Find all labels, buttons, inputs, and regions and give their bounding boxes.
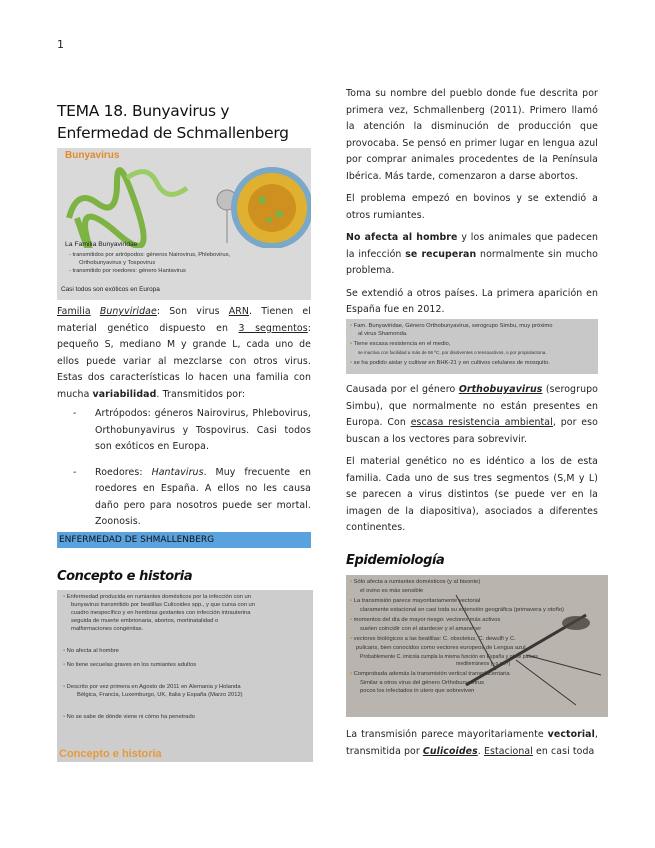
text-span: Orthobuyavirus xyxy=(458,384,543,395)
text-span: Comprobada además la transmisión vertical transplacentaria xyxy=(353,671,510,677)
text-span: , por eso buscan a los vectores para sobrevivir. xyxy=(346,417,598,445)
slide-line: claramente estacional en casi toda su extensión geográfica (primavera y otoño) xyxy=(360,607,564,613)
text-span: . Tienen el material genético dispuesto en xyxy=(57,306,311,334)
text-span: No tiene secuelas graves en los rumiantes adultos xyxy=(66,662,197,668)
text-span: se ha podido aislar y cultivar en BHK-21 y en cultivos celulares de mosquito. xyxy=(353,360,550,366)
slide-line: Similar a otros virus del género Orthobunyavirus xyxy=(360,680,485,686)
slide-line: ▪ Tiene escasa resistencia en el medio, xyxy=(350,341,451,347)
epidemiologia-slide xyxy=(346,575,608,717)
text-span: escasa resistencia ambiental xyxy=(410,417,553,428)
slide-line: ▪ No se sabe de dónde viene ni cómo ha penetrado xyxy=(63,714,195,720)
section-heading: Epidemiología xyxy=(346,553,445,568)
slide-family: La Familia Bunyaviridae xyxy=(65,241,138,248)
text-span: No se sabe de dónde viene ni cómo ha penetrado xyxy=(66,714,195,720)
text-span: No afecta al hombre xyxy=(346,232,458,243)
rna-strand-icon-2 xyxy=(127,172,187,195)
text-span: vectores biológicos a las beatillas: C. obsoletus, C. dewulfi y C. xyxy=(353,636,516,642)
slide-line: ▪ vectores biológicos a las beatillas: C. obsoletus, C. dewulfi y C. xyxy=(350,636,516,642)
list-item xyxy=(73,465,311,531)
text-span: Roedores: xyxy=(95,466,143,478)
slide-line: - transmitidos por artrópodos: géneros Nairovirus, Phlebovirus, xyxy=(69,252,231,258)
text-span: : pequeño S, mediano M y grande L, cada uno de ellos puede variar al mezclarse con otros virus. Estas dos características lo hacen una familia con mucha xyxy=(57,322,311,400)
paragraph: El material genético no es idéntico a los de esta familia. Cada uno de sus tres segmentos (S,M y L) se parecen a virus distintos (se puede ver en la imagen de la diapositiva), asociados a diferentes continentes. xyxy=(346,456,598,533)
bunyavirus-slide xyxy=(57,148,311,300)
paragraph xyxy=(346,230,598,280)
slide-line: ▪ La transmisión parece mayoritariamente vectorial xyxy=(350,598,481,604)
virus-info-slide xyxy=(346,319,598,374)
slide-line: Orthobunyavirus y Tospovirus xyxy=(79,260,156,266)
text-span: Causada por el género xyxy=(346,384,459,395)
text-span: Fam. Bunyaviridae, Género Orthobunyavirus, serogrupo Simbu, muy próximo xyxy=(353,323,553,329)
text-span: Bunyviridae xyxy=(99,306,157,317)
text-span: en casi toda xyxy=(532,745,595,757)
slide-line: ▪ Enfermedad producida en rumiantes domésticos por la infección con un xyxy=(63,594,251,600)
page-number: 1 xyxy=(57,38,64,51)
page-title: TEMA 18. Bunyavirus y Enfermedad de Schmallenberg xyxy=(57,102,289,142)
slide-line: ▪ No afecta al hombre xyxy=(63,648,119,654)
right-text-bottom xyxy=(346,727,598,760)
text-span: Enfermedad producida en rumiantes domésticos por la infección con un xyxy=(66,594,251,600)
text-span: . Muy frecuente en roedores en España. A ellos no les causa daño pero para nosotros puede ser mortal. Zoonosis. xyxy=(95,466,311,527)
text-span: No afecta al hombre xyxy=(66,648,119,654)
slide-line: malformaciones congénitas. xyxy=(71,626,144,632)
slide-line: mediterráneos (¿o no?) xyxy=(456,661,511,667)
text-span: vectorial xyxy=(547,729,595,740)
slide-line: Probablemente C. imicola cumpla la misma función en España y otros países xyxy=(360,654,538,660)
slide-heading: Bunyavirus xyxy=(65,150,120,161)
rna-strand-icon xyxy=(69,170,144,248)
text-span: La transmisión parece mayoritariamente vectorial xyxy=(353,598,481,604)
text-span: momentos del día de mayor riesgo: vectores más activos xyxy=(353,617,501,623)
text-span: y los animales que padecen la infección xyxy=(346,232,598,260)
slide-line: ▪ Fam. Bunyaviridae, Género Orthobunyavirus, serogrupo Simbu, muy próximo xyxy=(350,323,553,329)
paragraph: El problema empezó en bovinos y se extendió a otros rumiantes. xyxy=(346,193,598,221)
text-span: Sólo afecta a rumiantes domésticos (y al bisonte) xyxy=(353,579,481,585)
slide-line: ▪ Comprobada además la transmisión vertical transplacentaria xyxy=(350,671,510,677)
section-heading: Concepto e historia xyxy=(57,569,193,584)
slide-caption: Casi todos son exóticos en Europa xyxy=(61,286,160,293)
family-paragraph xyxy=(57,304,311,403)
text-span: variabilidad xyxy=(92,388,157,400)
list-item: - Artrópodos: géneros Nairovirus, Phlebovirus, Orthobunyavirus y Tospovirus. Casi todos son exóticos en Europa. xyxy=(73,406,311,456)
text-span: Familia xyxy=(57,306,91,317)
slide-line: al virus Shamonda. xyxy=(358,331,408,337)
text-span: Hantavirus xyxy=(151,466,204,478)
paragraph: Toma su nombre del pueblo donde fue descrita por primera vez, Schmallenberg (2011). Primero llamó la atención la disminución de producción que provocaba. Se pensó en primer lugar en lengua azul por comprar animales procedentes de la Península Ibérica. Más tarde, comenzaron a darse abortos. xyxy=(346,88,598,182)
text-span: ARN xyxy=(228,306,250,317)
slide-line: ▪ momentos del día de mayor riesgo: vectores más activos xyxy=(350,617,501,623)
slide-line: bunyavirus transmitido por beatillas Culicoides spp., y que cursa con un xyxy=(71,602,255,608)
slide-line: ▪ Descrito por vez primera en Agosto de 2011 en Alemania y Holanda xyxy=(63,684,241,690)
mosquito-icon xyxy=(562,616,590,630)
right-text-mid xyxy=(346,382,598,537)
slide-line: ▪ No tiene secuelas graves en los rumiantes adultos xyxy=(63,662,197,668)
slide-line: cuadro inespecífico y en hembras gestantes con infección intrauterina xyxy=(71,610,251,616)
slide-line: el ovino es más sensible xyxy=(360,588,424,594)
text-span: (serogrupo Simbu), que normalmente no están presentes en Europa. Con xyxy=(346,384,598,428)
slide-line: Bélgica, Francia, Luxemburgo, UK, Italia y España (Marzo 2012) xyxy=(77,692,243,698)
slide-line: pulicaris, bien conocidos como vectores europeos de Lengua azul. xyxy=(356,645,528,651)
slide-line: ▪ se ha podido aislar y cultivar en BHK-21 y en cultivos celulares de mosquito. xyxy=(350,360,550,366)
text-span: La transmisión parece mayoritariamente xyxy=(346,729,548,740)
right-text-top xyxy=(346,86,598,319)
virus-illustration xyxy=(57,148,311,248)
slide-line: ▪ Sólo afecta a rumiantes domésticos (y al bisonte) xyxy=(350,579,481,585)
slide-line: suelen coincidir con el atardecer y el amanecer xyxy=(360,626,482,632)
text-span: , transmitida por xyxy=(346,729,598,757)
slide-line: se inactiva con facilidad a más de 56 ºC, por disolventes o tensoactivos, o por propiolactona. xyxy=(358,350,547,355)
slide-line: seguida de muerte embrionaria, abortos, mortinatalidad o xyxy=(71,618,219,624)
paragraph: Se extendió a otros países. La primera aparición en España fue en 2012. xyxy=(346,287,598,315)
text-span: . Transmitidos por: xyxy=(156,388,246,400)
paragraph xyxy=(57,304,311,403)
text-span: . xyxy=(477,745,484,757)
text-span: normalmente sin mucho problema. xyxy=(346,248,598,276)
concepto-slide xyxy=(57,590,313,762)
text-span: Culicoides xyxy=(422,745,478,757)
text-span: Descrito por vez primera en Agosto de 2011 en Alemania y Holanda xyxy=(66,684,241,690)
paragraph xyxy=(346,382,598,448)
slide-footer: Concepto e historia xyxy=(59,748,162,760)
text-span: Estacional xyxy=(483,745,533,757)
text-span: : Son virus xyxy=(156,306,220,317)
text-span: Tiene escasa resistencia en el medio, xyxy=(353,341,451,347)
paragraph xyxy=(346,727,598,760)
text-span: se recuperan xyxy=(405,248,477,260)
slide-line: - transmitido por roedores: género Hantavirus xyxy=(69,268,186,274)
section-bar: ENFERMEDAD DE SHMALLENBERG xyxy=(57,532,311,548)
slide-line: pocos los infectados in utero que sobreviven xyxy=(360,688,475,694)
transmission-list xyxy=(73,406,311,531)
text-span: 3 segmentos xyxy=(238,322,308,334)
